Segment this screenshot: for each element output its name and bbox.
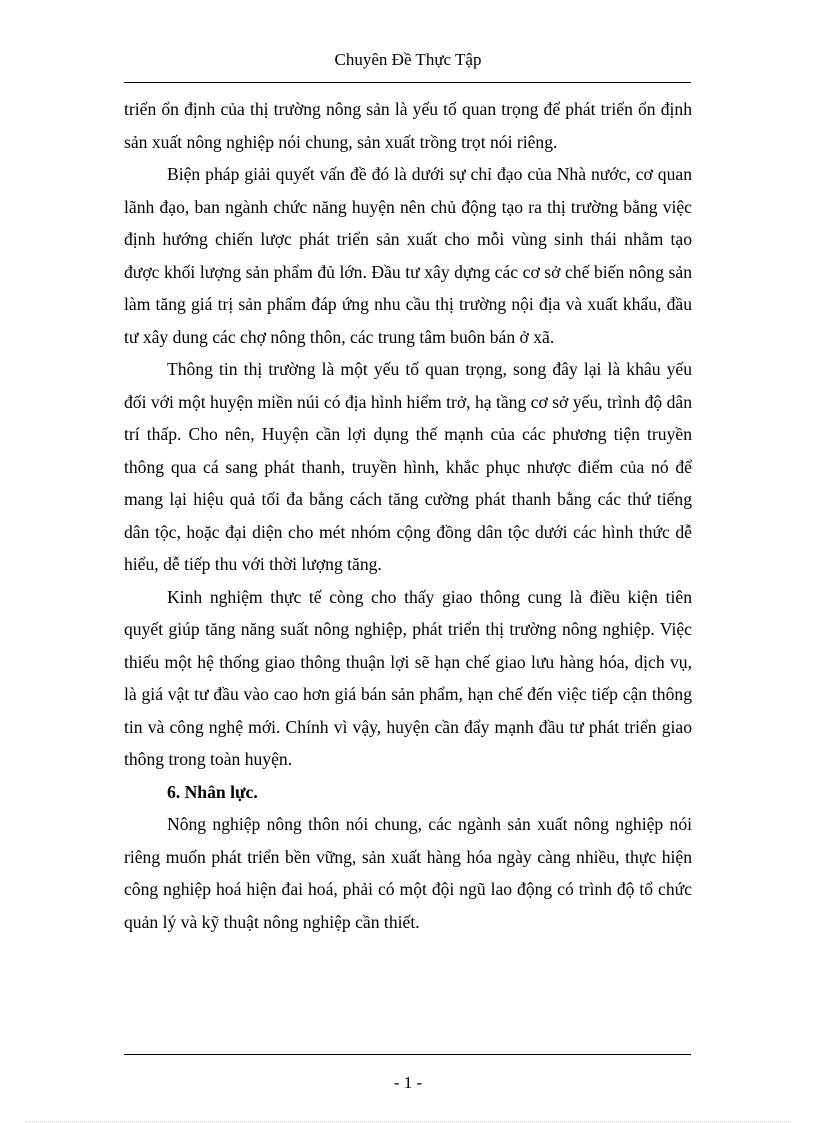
page-header: Chuyên Đề Thực Tập [334, 50, 482, 69]
paragraph-human-resources: Nông nghiệp nông thôn nói chung, các ngành sản xuất nông nghiệp nói riêng muốn phát triển bền vững, sản xuất hàng hóa ngày càng nhiều, thực hiện công nghiệp hoá hiện đai hoá, phải có một đội ngũ lao động có trình độ tổ chức quản lý và kỹ thuật nông nghiệp cần thiết. [124, 814, 692, 932]
paragraph-solution: Biện pháp giải quyết vấn đề đó là dưới sự chỉ đạo của Nhà nước, cơ quan lãnh đạo, ban ngành chức năng huyện nên chủ động tạo ra thị trường bằng việc định hướng chiến lược phát triển sản xuất cho mỗi vùng sinh thái nhằm tạo được khối lượng sản phẩm đủ lớn. Đầu tư xây dựng các cơ sở chế biến nông sản làm tăng giá trị sản phẩm đáp ứng nhu cầu thị trường nội địa và xuất khẩu, đầu tư xây dung các chợ nông thôn, các trung tâm buôn bán ở xã. [124, 164, 692, 347]
paragraph-market-info: Thông tin thị trường là một yếu tố quan trọng, song đây lại là khâu yếu đối với một huyện miền núi có địa hình hiểm trở, hạ tầng cơ sở yếu, trình độ dân trí thấp. Cho nên, Huyện cần lợi dụng thế mạnh của các phương tiện truyền thông qua cá sang phát thanh, truyền hình, khắc phục nhược điểm của nó để mang lại hiệu quả tối đa bằng cách tăng cường phát thanh bằng các thứ tiếng dân tộc, hoặc đại diện cho mét nhóm cộng đồng dân tộc dưới các hình thức dễ hiểu, dễ tiếp thu với thời lượng tăng. [124, 359, 692, 574]
paragraph-continuation: triển ổn định của thị trường nông sản là yếu tố quan trọng để phát triển ổn định sản xuất nông nghiệp nói chung, sản xuất trồng trọt nói riêng. [124, 99, 692, 152]
page-boundary [25, 1121, 791, 1122]
header-divider [124, 82, 691, 83]
page-number: - 1 - [393, 1073, 423, 1092]
footer-divider [124, 1054, 691, 1055]
document-body [124, 93, 692, 938]
section-heading: 6. Nhân lực. [167, 781, 258, 802]
paragraph-transport: Kinh nghiệm thực tế còng cho thấy giao thông cung là điều kiện tiên quyết giúp tăng năng suất nông nghiệp, phát triển thị trường nông nghiệp. Việc thiếu một hệ thống giao thông thuận lợi sẽ hạn chế giao lưu hàng hóa, dịch vụ, là giá vật tư đầu vào cao hơn giá bán sản phẩm, hạn chế đến việc tiếp cận thông tin và công nghệ mới. Chính vì vậy, huyện cần đẩy mạnh đầu tư phát triển giao thông trong toàn huyện. [124, 586, 692, 769]
